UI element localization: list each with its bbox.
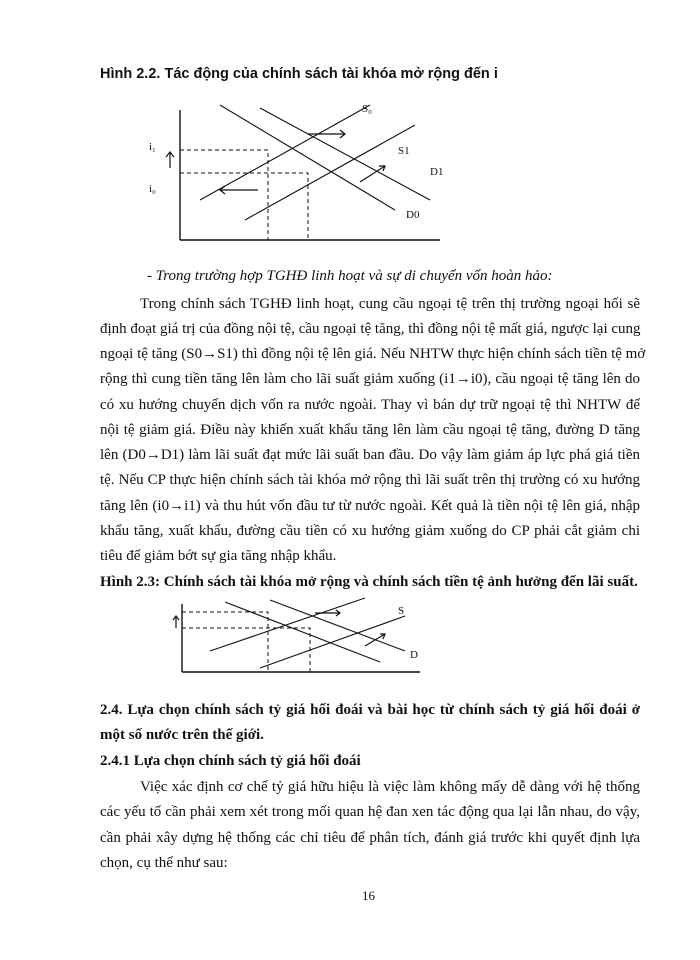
arrow-up-icon <box>173 616 179 628</box>
section-2-4-heading-line-1: 2.4. Lựa chọn chính sách tỷ giá hối đoái và bài học từ chính sách tỷ giá hối đoái ở <box>100 702 640 718</box>
body-line-11: tiêu để giảm bớt sự gia tăng nhập khẩu. <box>100 548 337 564</box>
equilibrium-dashes-i1 <box>180 150 268 240</box>
section-line-1: Việc xác định cơ chế tỷ giá hữu hiệu là việc làm không mấy dễ dàng với hệ thống <box>140 779 640 795</box>
section-line-3: cần phải xây dựng hệ thống các chỉ tiêu để phân tích, đánh giá trước khi quyết định lựa <box>100 830 640 846</box>
figure-2-3-diagram <box>170 596 430 686</box>
body-line-2: định đoạt giá trị của đồng nội tệ, cầu ngoại tệ tăng, thì đồng nội tệ mất giá, ngược lại cung <box>100 321 641 337</box>
page-number: 16 <box>362 888 375 903</box>
body-line-5: có xu hướng chuyển dịch vốn ra nước ngoài. Thay vì bán dự trữ ngoại tệ thì NHTW để <box>100 397 640 413</box>
label-s: S <box>398 605 405 617</box>
section-line-2: các yếu tố cần phải xem xét trong mối quan hệ đan xen tác động qua lại lẫn nhau, do vậy, <box>100 804 640 820</box>
arrow-left-icon <box>220 186 258 194</box>
arrow-diagonal-icon <box>365 634 385 646</box>
section-2-4-1-heading: 2.4.1 Lựa chọn chính sách tỷ giá hối đoái <box>100 753 361 769</box>
label-i0: i₀ <box>149 183 156 195</box>
label-s1: S1 <box>398 145 410 157</box>
body-line-4: rộng thì cung tiền tăng lên làm cho lãi suất giảm xuống (i1→i0), cầu ngoại tệ tăng lên do <box>100 371 640 387</box>
supply-curve-s0 <box>210 598 365 651</box>
label-i1: i₁ <box>149 141 156 153</box>
label-d0: D0 <box>406 209 420 221</box>
figure-2-2-diagram <box>140 100 460 260</box>
body-line-9: tăng lên (i0→i1) và thu hút vốn đầu tư từ nước ngoài. Kết quả là tiền nội tệ lên giá, nhập <box>100 498 640 514</box>
arrow-up-icon <box>166 152 174 168</box>
body-line-1: Trong chính sách TGHĐ linh hoạt, cung cầu ngoại tệ trên thị trường ngoại hối sẽ <box>140 296 640 312</box>
body-line-7: lên (D0→D1) làm lãi suất đạt mức lãi suất ban đầu. Do vậy làm giảm áp lực phá giá tiền <box>100 447 640 463</box>
equilibrium-dashes-top <box>182 612 268 672</box>
section-line-4: chọn, cụ thể như sau: <box>100 855 228 871</box>
supply-curve-s1 <box>245 125 415 220</box>
equilibrium-dashes-i0 <box>180 173 308 240</box>
figure-2-2-title: Hình 2.2. Tác động của chính sách tài khóa mở rộng đến i <box>100 66 498 82</box>
label-s0: S₀ <box>362 103 372 115</box>
label-d1: D1 <box>430 166 444 178</box>
body-line-3: ngoại tệ tăng (S0→S1) thì đồng nội tệ lên giá. Nếu NHTW thực hiện chính sách tiền tệ mở <box>100 346 646 362</box>
equilibrium-dashes-bottom <box>182 628 310 672</box>
supply-curve-s0 <box>200 105 370 200</box>
body-line-6: nội tệ giảm giá. Điều này khiến xuất khẩu tăng lên làm cầu ngoại tệ tăng, đường D tăng <box>100 422 640 438</box>
subheading: - Trong trường hợp TGHĐ linh hoạt và sự di chuyển vốn hoàn hảo: <box>147 268 553 284</box>
figure-2-3-title: Hình 2.3: Chính sách tài khóa mở rộng và chính sách tiền tệ ảnh hưởng đến lãi suất. <box>100 574 638 590</box>
section-2-4-heading-line-2: một số nước trên thế giới. <box>100 727 264 743</box>
body-line-8: tệ. Nếu CP thực hiện chính sách tài khóa mở rộng thì lãi suất trên thị trường có xu hướng <box>100 472 640 488</box>
body-line-10: khẩu tăng, xuất khẩu, đường cầu tiền có xu hướng giảm xuống do CP phải cắt giảm chi <box>100 523 640 539</box>
label-d: D <box>410 649 418 661</box>
